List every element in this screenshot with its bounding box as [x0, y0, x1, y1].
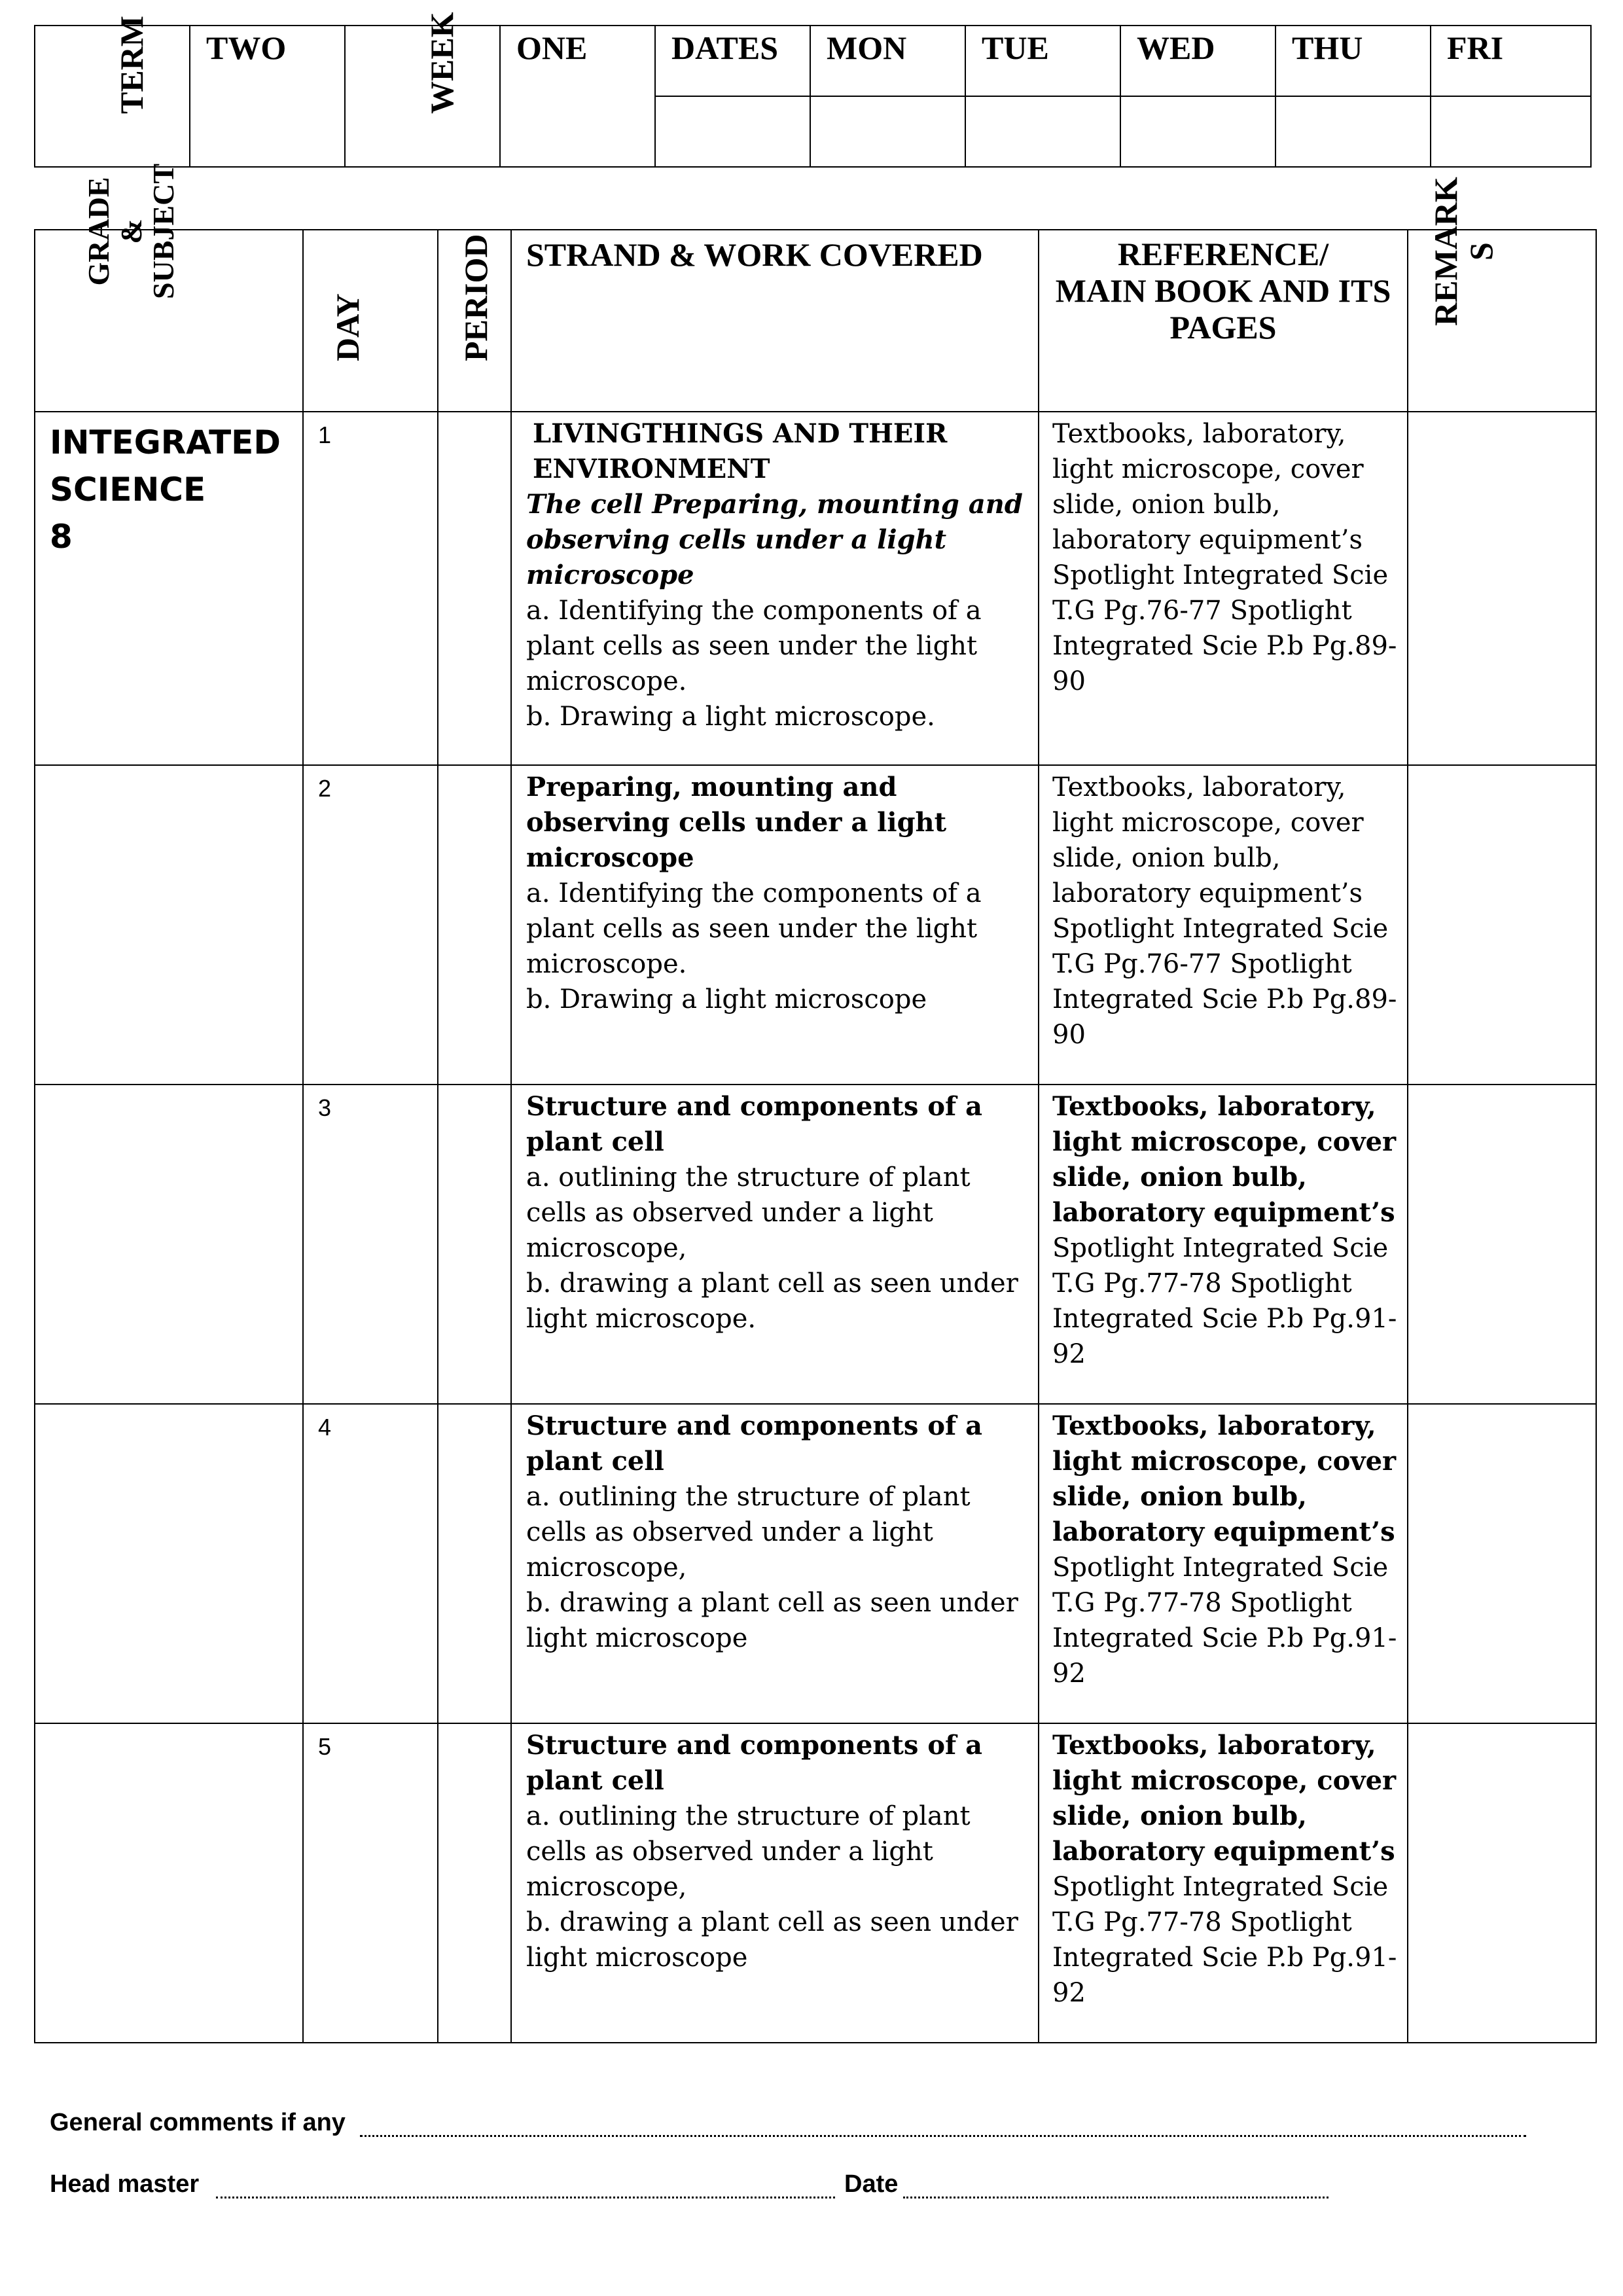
- reference-cell: [1039, 1085, 1408, 1404]
- period-header: PERIOD: [438, 230, 511, 412]
- reference-materials: Textbooks, laboratory, light microscope, cover slide, onion bulb, laboratory equipment’s: [1052, 1730, 1397, 1867]
- work-covered-cell: [511, 412, 1039, 765]
- topic-title: Structure and components of a plant cell: [526, 1091, 983, 1157]
- reference-books: Spotlight Integrated Scie T.G Pg.76-77 Spotlight Integrated Scie P.b Pg.89-90: [1052, 560, 1397, 696]
- subject-cell: [35, 1404, 303, 1723]
- reference-cell: [1039, 765, 1408, 1085]
- date-tue-cell[interactable]: [965, 96, 1120, 167]
- date-thu-cell[interactable]: [1275, 96, 1431, 167]
- work-covered-cell: [511, 765, 1039, 1085]
- day-wed-header: WED: [1120, 26, 1275, 96]
- reference-materials: Textbooks, laboratory, light microscope, cover slide, onion bulb, laboratory equipment’s: [1052, 1091, 1397, 1228]
- head-master-signature-field[interactable]: [216, 2185, 835, 2198]
- topic-title: Structure and components of a plant cell: [526, 1410, 983, 1477]
- remarks-cell[interactable]: [1408, 1085, 1596, 1404]
- day-thu-header: THU: [1275, 26, 1431, 96]
- dates-label: DATES: [655, 26, 810, 96]
- day-mon-header: MON: [810, 26, 965, 96]
- table-row: [35, 1404, 1596, 1723]
- topic-title: Preparing, mounting and observing cells under a light microscope: [526, 772, 947, 873]
- work-covered-cell: [511, 1085, 1039, 1404]
- objective-b: b. Drawing a light microscope: [526, 984, 927, 1014]
- remarks-header: REMARK S: [1408, 230, 1596, 412]
- reference-materials: Textbooks, laboratory, light microscope, cover slide, onion bulb, laboratory equipment’s: [1052, 1410, 1397, 1547]
- reference-header: REFERENCE/ MAIN BOOK AND ITS PAGES: [1039, 230, 1408, 412]
- period-cell[interactable]: [438, 765, 511, 1085]
- period-cell[interactable]: [438, 1085, 511, 1404]
- day-number: 3: [303, 1085, 438, 1404]
- date-wed-cell[interactable]: [1120, 96, 1275, 167]
- date-label: Date: [844, 2170, 899, 2198]
- period-cell[interactable]: [438, 412, 511, 765]
- subject-cell: [35, 1085, 303, 1404]
- head-master-label: Head master: [50, 2170, 200, 2198]
- strand-title: LIVINGTHINGS AND THEIR ENVIRONMENT: [533, 418, 948, 484]
- day-header: DAY: [303, 230, 438, 412]
- topic-title: The cell Preparing, mounting and observing cells under a light microscope: [526, 489, 1023, 590]
- remarks-cell[interactable]: [1408, 1404, 1596, 1723]
- objective-b: b. Drawing a light microscope.: [526, 702, 935, 732]
- day-number: 4: [303, 1404, 438, 1723]
- reference-books: Spotlight Integrated Scie T.G Pg.76-77 Spotlight Integrated Scie P.b Pg.89-90: [1052, 914, 1397, 1050]
- objective-a: a. Identifying the components of a plant cells as seen under the light microscope.: [526, 596, 982, 696]
- work-covered-cell: [511, 1723, 1039, 2043]
- week-label: WEEK: [423, 12, 460, 114]
- day-number: 2: [303, 765, 438, 1085]
- term-value: TWO: [190, 26, 345, 167]
- topic-title: Structure and components of a plant cell: [526, 1730, 983, 1796]
- reference-cell: [1039, 1723, 1408, 2043]
- reference-cell: [1039, 412, 1408, 765]
- date-mon-cell[interactable]: [810, 96, 965, 167]
- term-label: TERM: [113, 16, 150, 114]
- term-week-table: [34, 12, 1592, 168]
- general-comments-field[interactable]: [360, 2123, 1526, 2137]
- day-tue-header: TUE: [965, 26, 1120, 96]
- objective-a: a. outlining the structure of plant cells as observed under a light microscope,: [526, 1482, 971, 1583]
- day-number: 5: [303, 1723, 438, 2043]
- reference-materials: Textbooks, laboratory, light microscope, cover slide, onion bulb, laboratory equipment’s: [1052, 772, 1364, 908]
- reference-books: Spotlight Integrated Scie T.G Pg.77-78 Spotlight Integrated Scie P.b Pg.91-92: [1052, 1233, 1397, 1369]
- date-fri-cell[interactable]: [1431, 96, 1591, 167]
- day-fri-header: FRI: [1431, 26, 1591, 96]
- remarks-cell[interactable]: [1408, 412, 1596, 765]
- objective-b: b. drawing a plant cell as seen under light microscope: [526, 1907, 1018, 1973]
- objective-a: a. outlining the structure of plant cells as observed under a light microscope,: [526, 1801, 971, 1902]
- general-comments-label: General comments if any: [50, 2109, 346, 2136]
- work-covered-cell: [511, 1404, 1039, 1723]
- strand-header: STRAND & WORK COVERED: [511, 230, 1039, 412]
- table-row: [35, 1085, 1596, 1404]
- table-row: [35, 1723, 1596, 2043]
- reference-books: Spotlight Integrated Scie T.G Pg.77-78 Spotlight Integrated Scie P.b Pg.91-92: [1052, 1552, 1397, 1689]
- subject-cell: INTEGRATED SCIENCE 8: [35, 412, 303, 765]
- reference-cell: [1039, 1404, 1408, 1723]
- subject-cell: [35, 1723, 303, 2043]
- date-field[interactable]: [903, 2185, 1329, 2198]
- objective-a: a. outlining the structure of plant cells as observed under a light microscope,: [526, 1162, 971, 1263]
- period-cell[interactable]: [438, 1723, 511, 2043]
- remarks-cell[interactable]: [1408, 765, 1596, 1085]
- lesson-plan-table: [34, 163, 1597, 2043]
- table-row: [35, 412, 1596, 765]
- grade-subject-header-text: GRADE & SUBJECT: [82, 163, 181, 299]
- objective-b: b. drawing a plant cell as seen under light microscope.: [526, 1268, 1018, 1334]
- objective-b: b. drawing a plant cell as seen under light microscope: [526, 1588, 1018, 1653]
- grade-subject-header: [35, 163, 303, 412]
- objective-a: a. Identifying the components of a plant cells as seen under the light microscope.: [526, 878, 982, 979]
- subject-cell: [35, 765, 303, 1085]
- remarks-cell[interactable]: [1408, 1723, 1596, 2043]
- reference-books: Spotlight Integrated Scie T.G Pg.77-78 Spotlight Integrated Scie P.b Pg.91-92: [1052, 1872, 1397, 2008]
- dates-blank-cell[interactable]: [655, 96, 810, 167]
- term-label-cell: [35, 16, 190, 167]
- week-label-cell: [345, 12, 500, 167]
- table-row: [35, 765, 1596, 1085]
- week-value: ONE: [500, 26, 655, 167]
- day-number: 1: [303, 412, 438, 765]
- reference-materials: Textbooks, laboratory, light microscope, cover slide, onion bulb, laboratory equipment’s: [1052, 419, 1364, 555]
- period-cell[interactable]: [438, 1404, 511, 1723]
